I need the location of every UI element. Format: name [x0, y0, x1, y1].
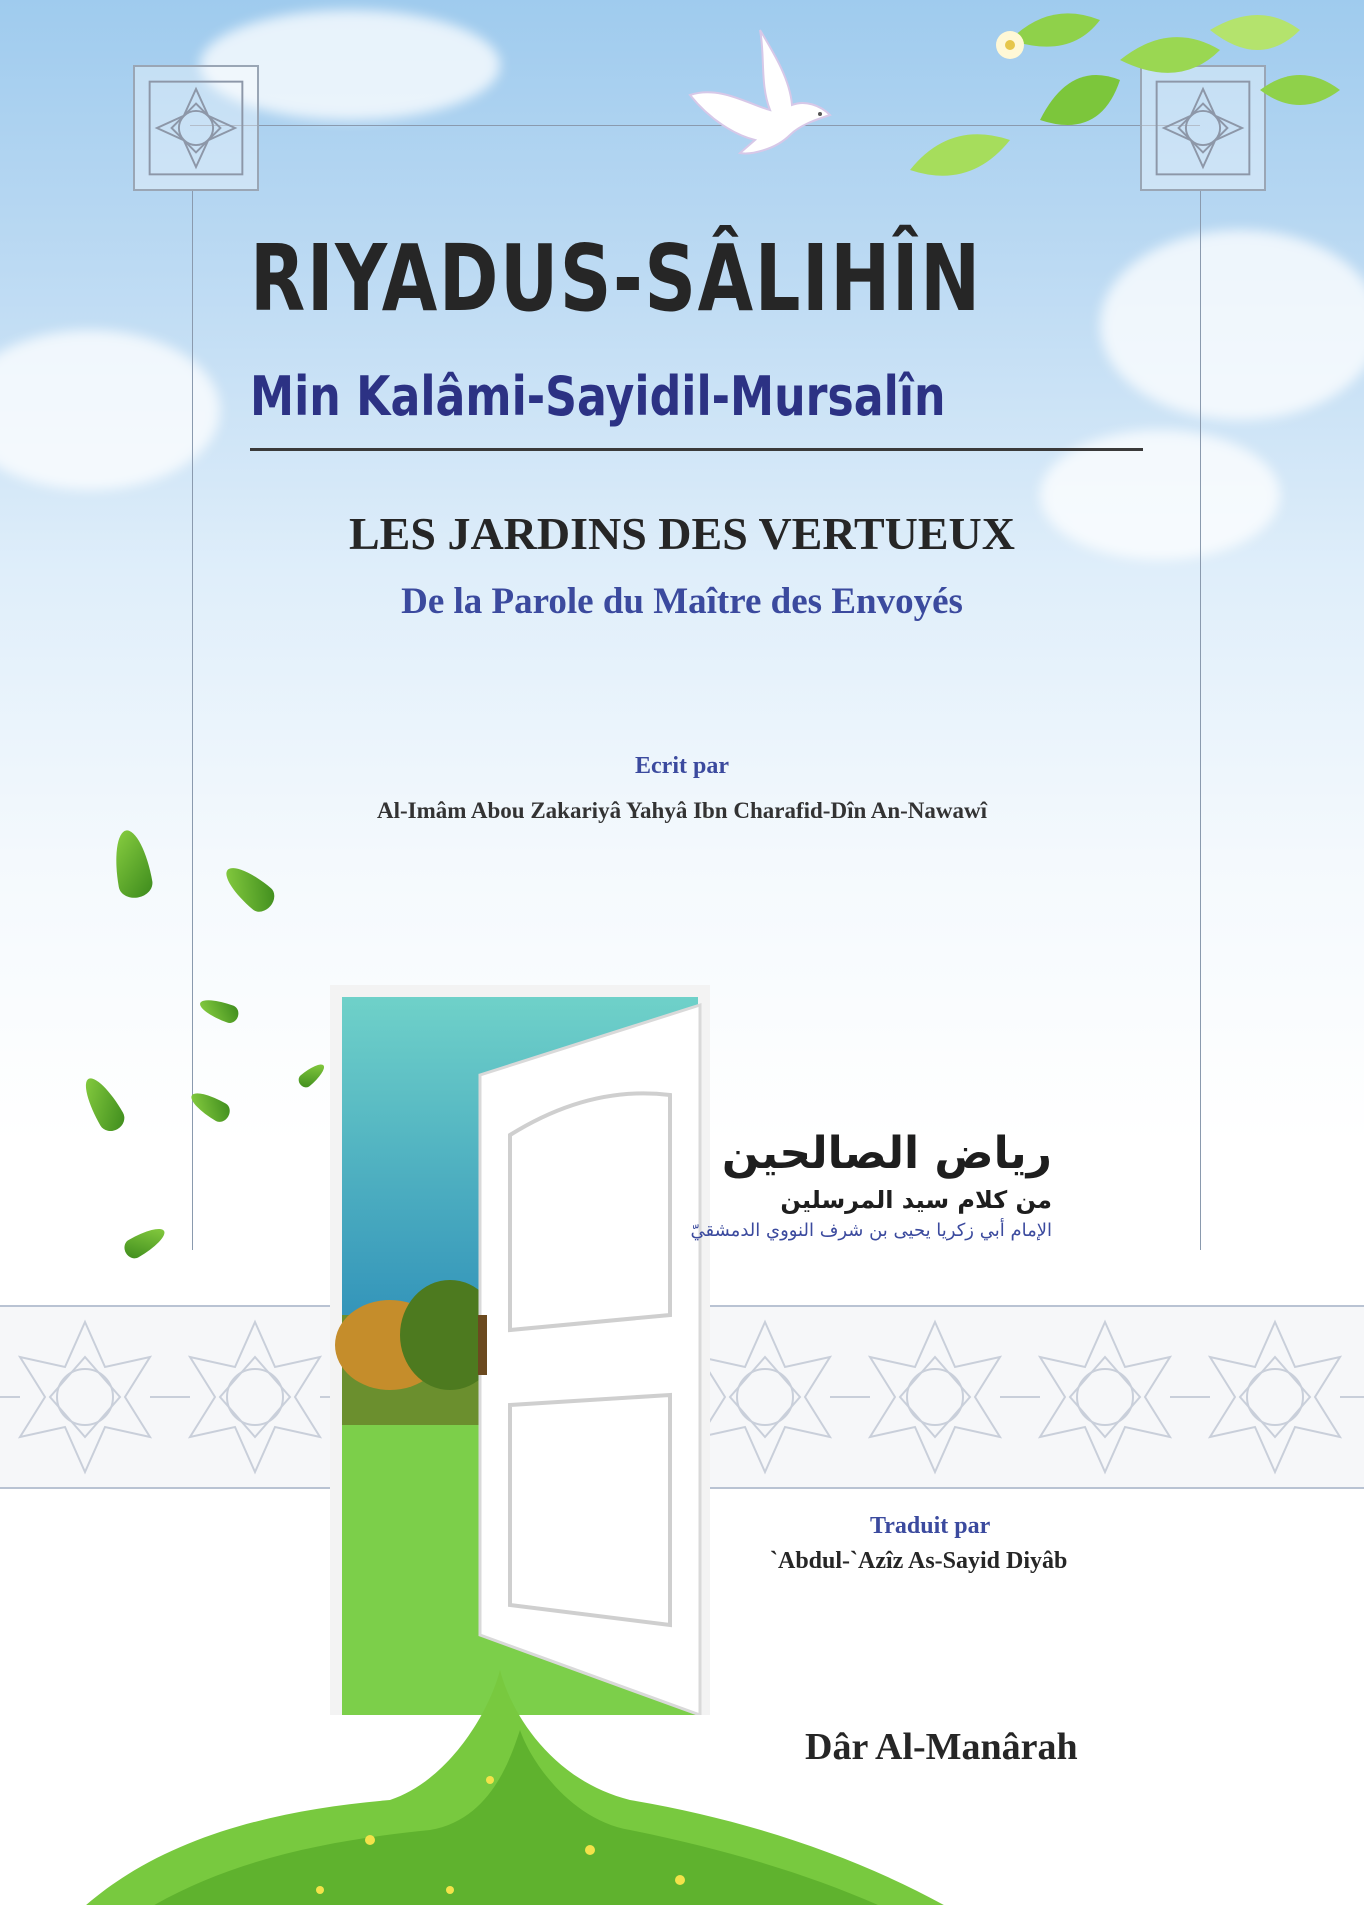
book-subtitle: Min Kalâmi-Sayidil-Mursalîn: [250, 365, 946, 428]
leaf-decoration: [77, 1072, 129, 1135]
arabic-author: الإمام أبي زكريا يحيى بن شرف النووي الدمشقيّ: [690, 1220, 1052, 1241]
title-divider: [250, 448, 1143, 451]
leaf-decoration: [219, 859, 280, 916]
translator-name: `Abdul-`Azîz As-Sayid Diyâb: [770, 1548, 1068, 1574]
arabic-subtitle: من كلام سيد المرسلين: [780, 1186, 1052, 1214]
frame-line-right: [1200, 190, 1201, 1250]
french-subtitle: De la Parole du Maître des Envoyés: [401, 581, 963, 622]
geometric-ornament-icon: [133, 65, 259, 191]
leaf-decoration: [121, 1222, 169, 1261]
arabic-title: رياض الصالحين: [721, 1128, 1052, 1179]
leaf-decoration: [197, 995, 241, 1026]
cloud: [0, 330, 220, 490]
leaves-decoration: [830, 0, 1364, 200]
leaf-decoration: [187, 1087, 233, 1125]
grass-illustration: [70, 1480, 970, 1905]
leaf-decoration: [296, 1060, 328, 1090]
frame-line-left: [192, 190, 193, 1250]
written-by-label: Ecrit par: [635, 753, 729, 779]
book-title: RIYADUS-SÂLIHÎN: [250, 225, 982, 332]
cloud: [1100, 230, 1364, 420]
author-name: Al-Imâm Abou Zakariyâ Yahyâ Ibn Charafid-Dîn An-Nawawî: [376, 798, 988, 823]
translated-by-label: Traduit par: [870, 1513, 991, 1539]
publisher-name: Dâr Al-Manârah: [805, 1726, 1078, 1768]
french-title: LES JARDINS DES VERTUEUX: [349, 508, 1015, 559]
leaf-decoration: [109, 828, 154, 901]
dove-icon: [680, 25, 840, 165]
